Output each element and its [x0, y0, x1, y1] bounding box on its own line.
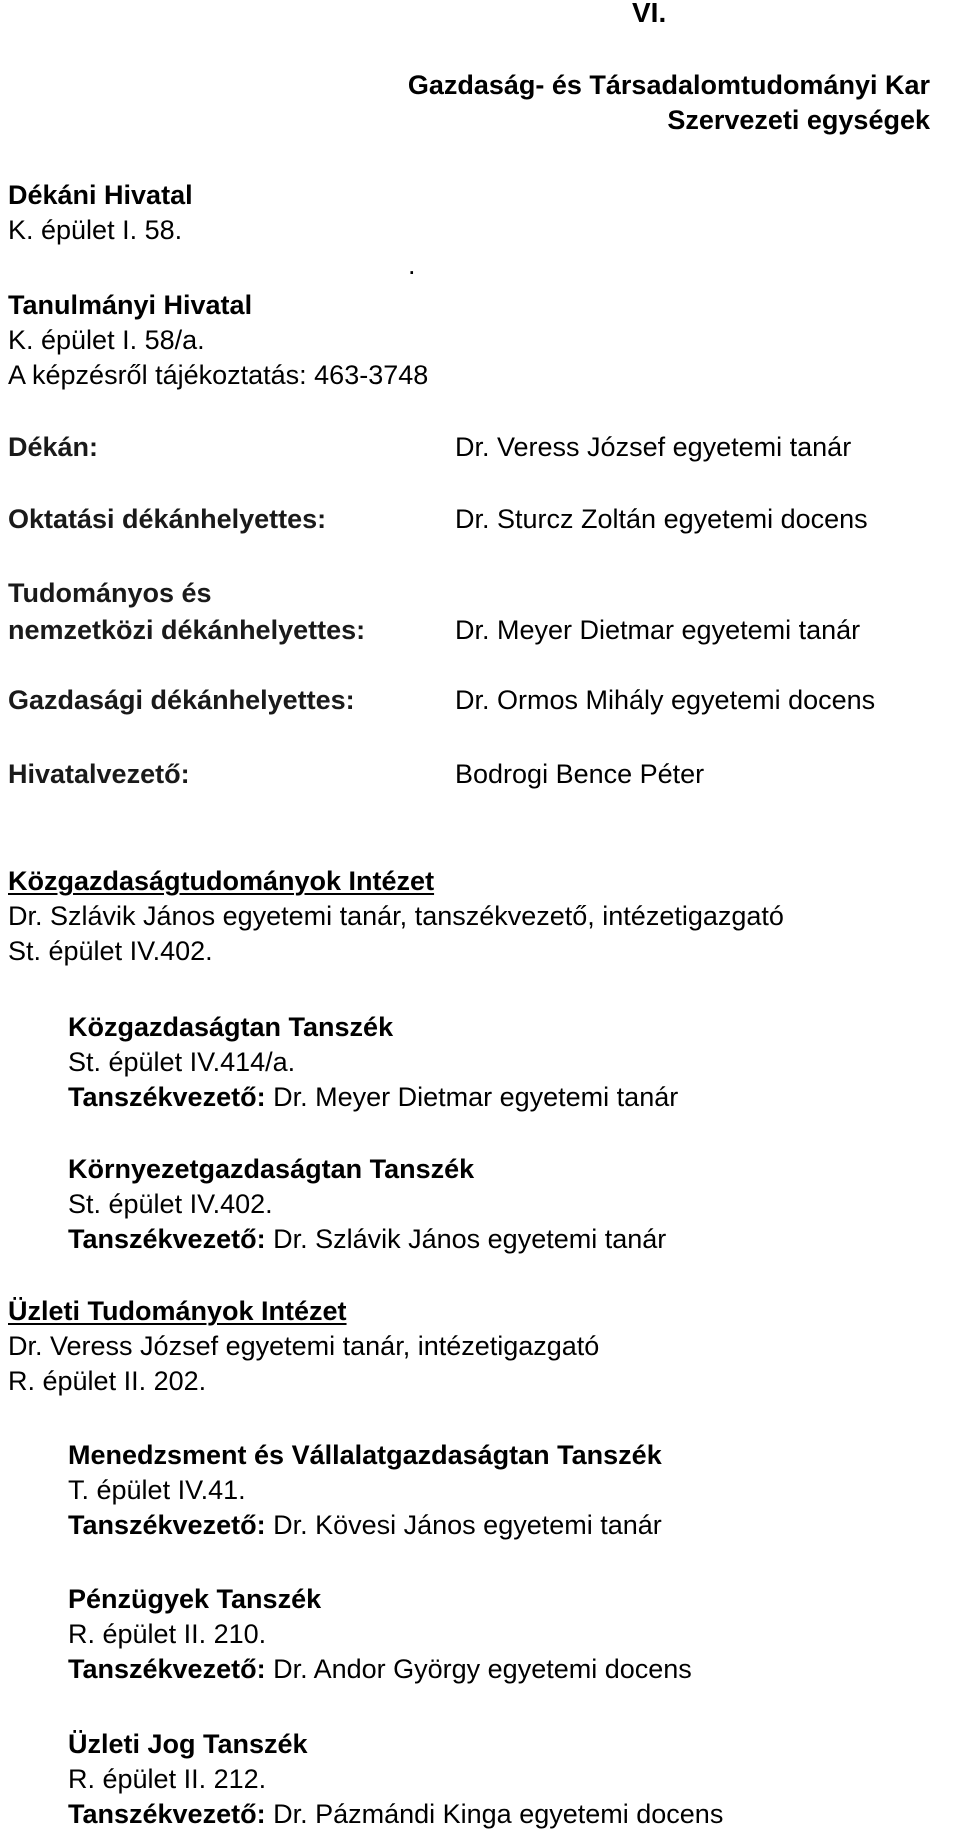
separator-dot: . [408, 250, 416, 280]
institute-director: Dr. Veress József egyetemi tanár, intézetigazgató [8, 1331, 600, 1361]
institute-name: Üzleti Tudományok Intézet [8, 1296, 347, 1326]
faculty-subtitle: Szervezeti egységek [667, 105, 930, 135]
study-office-info: A képzésről tájékoztatás: 463-3748 [8, 360, 429, 390]
department-head [68, 1222, 666, 1256]
department-name: Üzleti Jog Tanszék [68, 1729, 308, 1759]
department-name: Környezetgazdaságtan Tanszék [68, 1154, 475, 1184]
department-head-label: Tanszékvezető: [68, 1224, 266, 1254]
role-office-head: Hivatalvezető: [8, 759, 190, 789]
page-number: VI. [632, 0, 667, 28]
department-head-person: Dr. Andor György egyetemi docens [265, 1654, 692, 1684]
department-location: T. épület IV.41. [68, 1475, 246, 1505]
role-education-vice-dean: Oktatási dékánhelyettes: [8, 504, 327, 534]
department-head [68, 1508, 662, 1542]
department-head-person: Dr. Kövesi János egyetemi tanár [265, 1510, 662, 1540]
person-science-vice-dean: Dr. Meyer Dietmar egyetemi tanár [455, 615, 861, 645]
department-head-person: Dr. Pázmándi Kinga egyetemi docens [265, 1799, 724, 1829]
institute-location: St. épület IV.402. [8, 936, 213, 966]
department-location: St. épület IV.402. [68, 1189, 273, 1219]
study-office-location: K. épület I. 58/a. [8, 325, 205, 355]
study-office-name: Tanulmányi Hivatal [8, 290, 253, 320]
role-science-vice-dean-line1: Tudományos és [8, 578, 212, 608]
person-economic-vice-dean: Dr. Ormos Mihály egyetemi docens [455, 685, 876, 715]
faculty-title: Gazdaság- és Társadalomtudományi Kar [407, 70, 930, 100]
department-head-person: Dr. Szlávik János egyetemi tanár [265, 1224, 667, 1254]
department-location: R. épület II. 212. [68, 1764, 267, 1794]
department-head-label: Tanszékvezető: [68, 1799, 266, 1829]
institute-location: R. épület II. 202. [8, 1366, 207, 1396]
role-dean: Dékán: [8, 432, 99, 462]
department-head-label: Tanszékvezető: [68, 1654, 266, 1684]
institute-name: Közgazdaságtudományok Intézet [8, 866, 435, 896]
department-head-person: Dr. Meyer Dietmar egyetemi tanár [265, 1082, 679, 1112]
department-head [68, 1652, 692, 1686]
department-name: Pénzügyek Tanszék [68, 1584, 322, 1614]
person-dean: Dr. Veress József egyetemi tanár [455, 432, 852, 462]
person-office-head: Bodrogi Bence Péter [455, 759, 705, 789]
institute-director: Dr. Szlávik János egyetemi tanár, tanszékvezető, intézetigazgató [8, 901, 784, 931]
department-name: Menedzsment és Vállalatgazdaságtan Tanszék [68, 1440, 662, 1470]
department-head-label: Tanszékvezető: [68, 1082, 266, 1112]
role-economic-vice-dean: Gazdasági dékánhelyettes: [8, 685, 355, 715]
department-location: St. épület IV.414/a. [68, 1047, 296, 1077]
dean-office-name: Dékáni Hivatal [8, 180, 193, 210]
dean-office-location: K. épület I. 58. [8, 215, 183, 245]
person-education-vice-dean: Dr. Sturcz Zoltán egyetemi docens [455, 504, 868, 534]
department-location: R. épület II. 210. [68, 1619, 267, 1649]
department-head [68, 1080, 678, 1114]
department-name: Közgazdaságtan Tanszék [68, 1012, 394, 1042]
department-head-label: Tanszékvezető: [68, 1510, 266, 1540]
role-science-vice-dean-line2: nemzetközi dékánhelyettes: [8, 615, 366, 645]
department-head [68, 1797, 723, 1831]
